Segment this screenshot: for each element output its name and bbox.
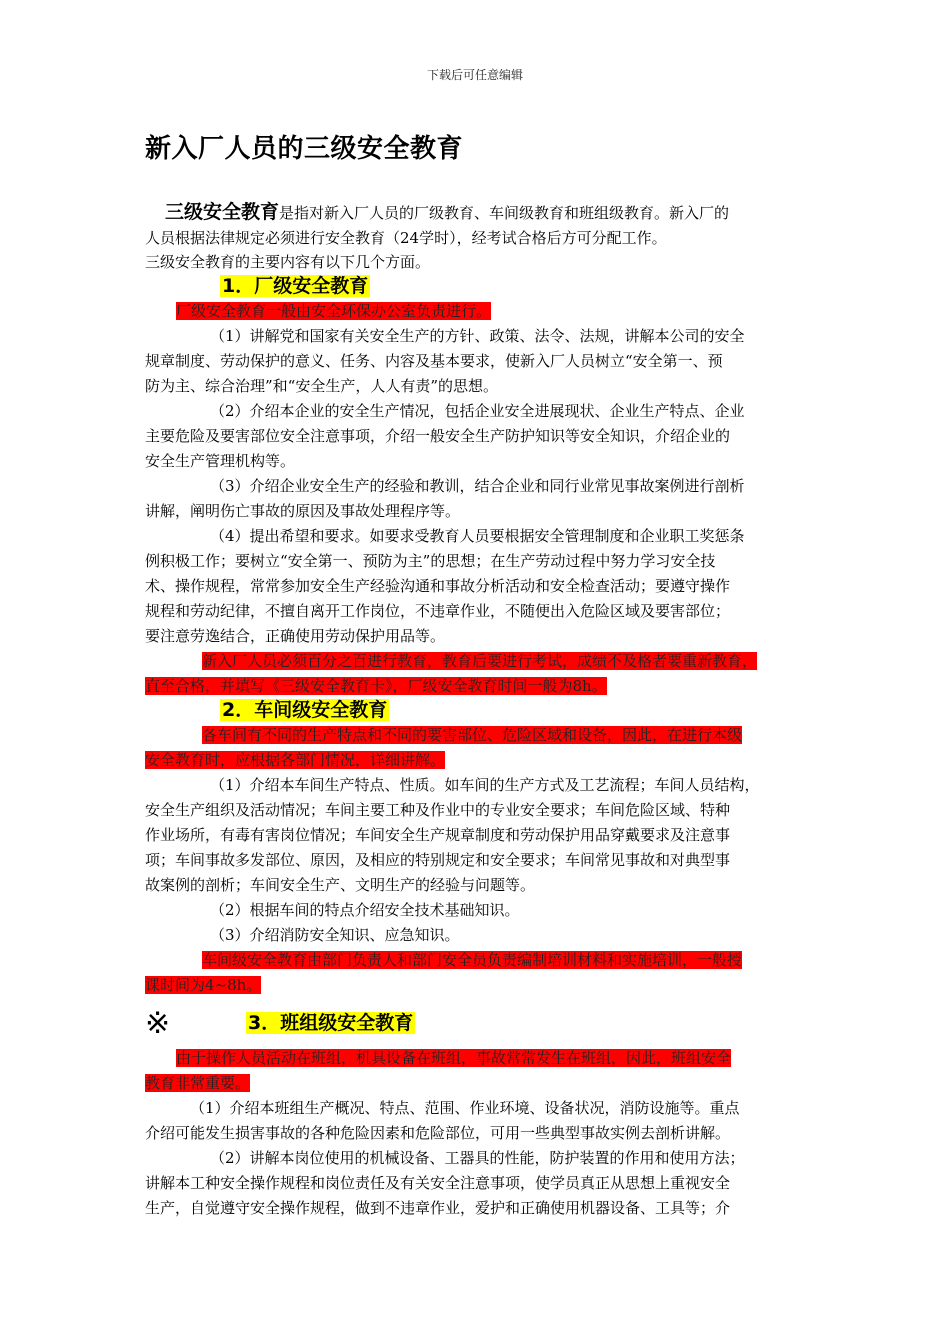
s2-red-line: 课时间为4~8h。: [145, 976, 262, 994]
intro-lead: 三级安全教育: [165, 201, 280, 223]
s2-p1-line: 故案例的剖析；车间安全生产、文明生产的经验与问题等。: [145, 876, 536, 894]
s2-p2-line: （2）根据车间的特点介绍安全技术基础知识。: [210, 901, 520, 919]
s1-red-line: 新入厂人员必须百分之百进行教育，教育后要进行考试，成绩不及格者要重新教育，: [202, 652, 758, 670]
s1-red-line: 直至合格，并填写《三级安全教育卡》，厂级安全教育时间一般为8h。: [145, 677, 607, 695]
document-title: 新入厂人员的三级安全教育: [145, 134, 464, 164]
s2-red-line: 各车间有不同的生产特点和不同的要害部位、危险区域和设备，因此，在进行本级: [202, 726, 743, 744]
s2-p1-line: 安全生产组织及活动情况；车间主要工种及作业中的专业安全要求；车间危险区域、特种: [145, 801, 731, 819]
s1-p4-line: 要注意劳逸结合，正确使用劳动保护用品等。: [145, 627, 446, 645]
s2-p3-line: （3）介绍消防安全知识、应急知识。: [210, 926, 460, 944]
s2-p1-line: 作业场所，有毒有害岗位情况；车间安全生产规章制度和劳动保护用品穿戴要求及注意事: [145, 826, 731, 844]
intro-line-3: 三级安全教育的主要内容有以下几个方面。: [145, 253, 431, 271]
s3-red-line: 由于操作人员活动在班组，机具设备在班组，事故常常发生在班组，因此，班组安全: [176, 1049, 732, 1067]
s1-p4-line: （4）提出希望和要求。如要求受教育人员要根据安全管理制度和企业职工奖惩条: [210, 527, 745, 545]
s1-p1-line: 防为主、综合治理”和“安全生产，人人有责”的思想。: [145, 377, 499, 395]
s3-p2-line: 讲解本工种安全操作规程和岗位责任及有关安全注意事项，使学员真正从思想上重视安全: [145, 1174, 731, 1192]
s2-red-line: 安全教育时，应根据各部门情况，详细讲解。: [145, 751, 446, 769]
s2-p1-line: 项；车间事故多发部位、原因，及相应的特别规定和安全要求；车间常见事故和对典型事: [145, 851, 731, 869]
section-2-heading: 2．车间级安全教育: [222, 699, 388, 721]
intro-text-1: 是指对新入厂人员的厂级教育、车间级教育和班组级教育。新入厂的: [279, 204, 730, 222]
s1-p4-line: 术、操作规程，常常参加安全生产经验沟通和事故分析活动和安全检查活动；要遵守操作: [145, 577, 731, 595]
s3-p2-line: 生产，自觉遵守安全操作规程，做到不违章作业，爱护和正确使用机器设备、工具等；介: [145, 1199, 731, 1217]
s3-red-line: 教育非常重要。: [145, 1074, 251, 1092]
s2-p1-line: （1）介绍本车间生产特点、性质。如车间的生产方式及工艺流程；车间人员结构，: [210, 776, 760, 794]
s1-p1-line: （1）讲解党和国家有关安全生产的方针、政策、法令、法规，讲解本公司的安全: [210, 327, 745, 345]
s1-p4-line: 例积极工作；要树立“安全第一、预防为主”的思想；在生产劳动过程中努力学习安全技: [145, 552, 716, 570]
s3-p1-line: 介绍可能发生损害事故的各种危险因素和危险部位，可用一些典型事故实例去剖析讲解。: [145, 1124, 731, 1142]
s1-p1-line: 规章制度、劳动保护的意义、任务、内容及基本要求，使新入厂人员树立“安全第一、预: [145, 352, 723, 370]
reference-mark-icon: ※: [145, 1006, 171, 1041]
intro-line-1: [165, 200, 729, 225]
section-1-note: 厂级安全教育一般由安全环保办公室负责进行。: [176, 302, 492, 320]
page-header: 下载后可任意编辑: [426, 68, 523, 82]
s1-p4-line: 规程和劳动纪律，不擅自离开工作岗位，不违章作业，不随便出入危险区域及要害部位；: [145, 602, 731, 620]
s1-p2-line: 安全生产管理机构等。: [145, 452, 296, 470]
section-3-heading: 3．班组级安全教育: [248, 1012, 414, 1034]
s1-p3-line: 讲解，阐明伤亡事故的原因及事故处理程序等。: [145, 502, 461, 520]
section-1-heading: 1．厂级安全教育: [222, 275, 369, 297]
s3-p1-line: （1）介绍本班组生产概况、特点、范围、作业环境、设备状况，消防设施等。重点: [190, 1099, 740, 1117]
s1-p2-line: 主要危险及要害部位安全注意事项，介绍一般安全生产防护知识等安全知识，介绍企业的: [145, 427, 731, 445]
s2-red-line: 车间级安全教育由部门负责人和部门安全员负责编制培训材料和实施培训，一般授: [202, 951, 743, 969]
s1-p3-line: （3）介绍企业安全生产的经验和教训，结合企业和同行业常见事故案例进行剖析: [210, 477, 745, 495]
s3-p2-line: （2）讲解本岗位使用的机械设备、工器具的性能，防护装置的作用和使用方法；: [210, 1149, 745, 1167]
s1-p2-line: （2）介绍本企业的安全生产情况，包括企业安全进展现状、企业生产特点、企业: [210, 402, 745, 420]
intro-line-2: 人员根据法律规定必须进行安全教育（24学时），经考试合格后方可分配工作。: [145, 229, 667, 247]
